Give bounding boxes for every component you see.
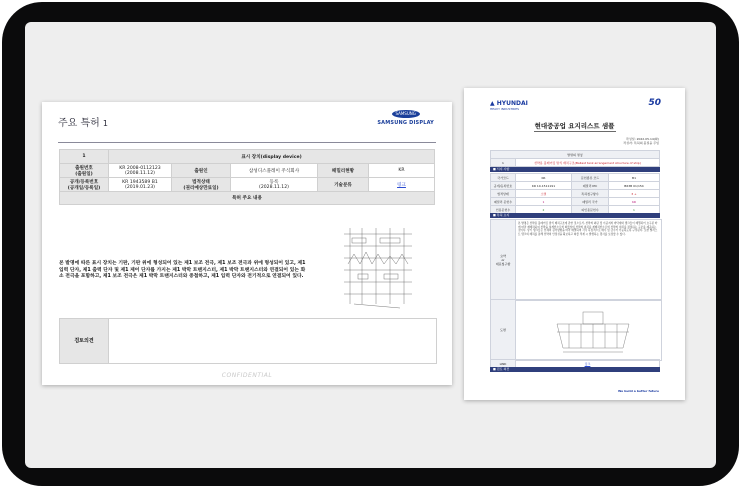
tablet-screen bbox=[25, 22, 716, 468]
app-no-value: KR 2008-0112123 (2008.11.12) bbox=[109, 164, 172, 178]
biblio-table bbox=[490, 173, 660, 214]
review-label: 검토의견 bbox=[60, 319, 109, 363]
family-value: KR bbox=[369, 164, 435, 178]
document-meta bbox=[623, 137, 659, 146]
applicant-label: 출원인 bbox=[172, 164, 231, 178]
biblio-value: KR 10-1511191 bbox=[516, 182, 572, 190]
biblio-label: 패밀리 문헌수 bbox=[491, 198, 516, 206]
biblio-label: 인용문헌수 bbox=[491, 206, 516, 214]
biblio-value: 1 bbox=[609, 206, 660, 214]
patent-name: 표시 장치(display device) bbox=[109, 150, 435, 164]
drawing-label: 도면 bbox=[491, 300, 516, 360]
biblio-value: KR bbox=[609, 198, 660, 206]
invention-name-table bbox=[490, 150, 660, 167]
biblio-label: 법적상태 bbox=[491, 190, 516, 198]
meta-author: 작성자: 특허의 품질을 주임 bbox=[623, 141, 659, 146]
biblio-value: KR bbox=[516, 174, 572, 182]
biblio-label: 국가코드 bbox=[491, 174, 516, 182]
samsung-patent-document bbox=[42, 102, 452, 385]
biblio-value: B63B 01/154 bbox=[609, 182, 660, 190]
review-opinion-box bbox=[59, 318, 437, 364]
samsung-display-logo bbox=[377, 110, 434, 126]
document-title: 현대중공업 요지리스트 샘플 bbox=[534, 122, 615, 130]
anniversary-50-logo: 50 bbox=[648, 98, 661, 108]
applicant-value: 삼성디스플레이 주식회사 bbox=[231, 164, 318, 178]
drawing-box bbox=[490, 299, 662, 361]
abstract-label: 요약 or 대표청구항 bbox=[491, 220, 516, 300]
section-band-review: ■ 검토 의견 bbox=[490, 367, 660, 372]
biblio-value: B1 bbox=[609, 174, 660, 182]
section-title: 특허 주요 내용 bbox=[60, 192, 435, 205]
biblio-label: 피인용문헌수 bbox=[572, 206, 609, 214]
invention-name: 선박용 볼베어링 방식 배치구조(Ballast tank arrangement structure of ship) bbox=[516, 159, 660, 167]
hyundai-logo: ▲ HYUNDAI bbox=[490, 100, 528, 107]
hyundai-logo-text: HYUNDAI bbox=[496, 100, 528, 107]
page-title bbox=[58, 114, 108, 129]
biblio-label: 공개/등록번호 bbox=[491, 182, 516, 190]
biblio-label: 특허청구항수 bbox=[572, 190, 609, 198]
hyundai-footer-slogan: We build a better future bbox=[617, 389, 659, 393]
link-label: LINK bbox=[491, 360, 516, 368]
biblio-value: 2 bbox=[516, 206, 572, 214]
invention-row-no: 1 bbox=[491, 159, 516, 167]
section-band-abstract: ■ 특허 요지 bbox=[490, 213, 660, 218]
legal-status-value: 등록 (2028.11.12) bbox=[231, 178, 318, 192]
biblio-value: 3 + bbox=[609, 190, 660, 198]
hyundai-patent-document bbox=[464, 88, 685, 400]
page-title-number: 1 bbox=[102, 119, 108, 128]
pub-no-value: KR 1943589 B1 (2019.01.23) bbox=[109, 178, 172, 192]
biblio-value: 1 bbox=[516, 198, 572, 206]
tech-class-label: 기술분류 bbox=[318, 178, 369, 192]
patent-summary: 본 발명에 따른 표시 장치는 기판, 기판 위에 형성되어 있는 제1 보조 전극, 제1 보조 전극과 위에 형성되어 있고, 제1 입력 단자, 제1 출력 단자 및 제1 제어 단자를 가지는 제1 박막 트랜지스터, 제1 박막 트랜지스터와 연결되어 있는 화소 전극을 포함하고, 제1 보조 전극은 제1 박막 트랜지스터와 중첩하고, 제1 입력 단자와 전기적으로 연결되어 있다. bbox=[59, 261, 306, 279]
patent-link[interactable]: 링크 bbox=[369, 178, 435, 192]
hyundai-link[interactable]: 링크 bbox=[516, 360, 660, 368]
biblio-label: 문헌종류 코드 bbox=[572, 174, 609, 182]
confidential-mark: CONFIDENTIAL bbox=[221, 372, 273, 379]
family-label: 패밀리현황 bbox=[318, 164, 369, 178]
app-no-label: 출원번호 (출원일) bbox=[60, 164, 109, 178]
biblio-label: 패밀리 IPC bbox=[572, 182, 609, 190]
patent-info-table bbox=[59, 149, 435, 205]
section-band-biblio: ■ 서지 사항 bbox=[490, 167, 660, 172]
page-title-text: 주요 특허 bbox=[58, 118, 100, 129]
abstract-box bbox=[490, 219, 662, 301]
ship-drawing bbox=[553, 304, 633, 356]
pub-no-label: 공개/등록번호 (공개일/등록일) bbox=[60, 178, 109, 192]
hyundai-logo-sub: HEAVY INDUSTRIES bbox=[490, 107, 519, 111]
patent-drawing bbox=[340, 224, 416, 312]
legal-status-label: 법적상태 (권리예상만료일) bbox=[172, 178, 231, 192]
title-divider bbox=[58, 142, 436, 143]
meta-date: 작성일: 2022.05.14(화) bbox=[625, 137, 659, 141]
samsung-logo-oval: SAMSUNG bbox=[392, 110, 420, 118]
row-number: 1 bbox=[60, 150, 109, 164]
samsung-logo-text: SAMSUNG DISPLAY bbox=[377, 120, 434, 126]
biblio-value: 소멸 bbox=[516, 190, 572, 198]
abstract-text: 본 발명은 선박용 볼베어링 방식 배치구조에 관한 것으로서, 선박의 외판 및 이중저의 바닥재와 탱크들이 배열되어 요구된 바에 따라 재배치하여 선박을 설계함으로써 화물창의 선박의 위치를 재배치함으로써 선박의 위치를 결정하는 구조를 제공하는 것이다. 상기 탱크들은 선체의 길이방향을 따라 배열되며 각각 독립적으로 배수 및 급수가 가능하도록 구성된다. 또한 밸러스트 탱크의 배치를 통해 선박의 안정성을 확보하고 화물 적재 시 발생하는 경사를 보정할 수 있다. bbox=[518, 222, 658, 236]
biblio-label: 패밀리 국가 bbox=[572, 198, 609, 206]
invention-header: 발명의 명칭 bbox=[491, 151, 660, 159]
title-underline bbox=[534, 131, 616, 132]
